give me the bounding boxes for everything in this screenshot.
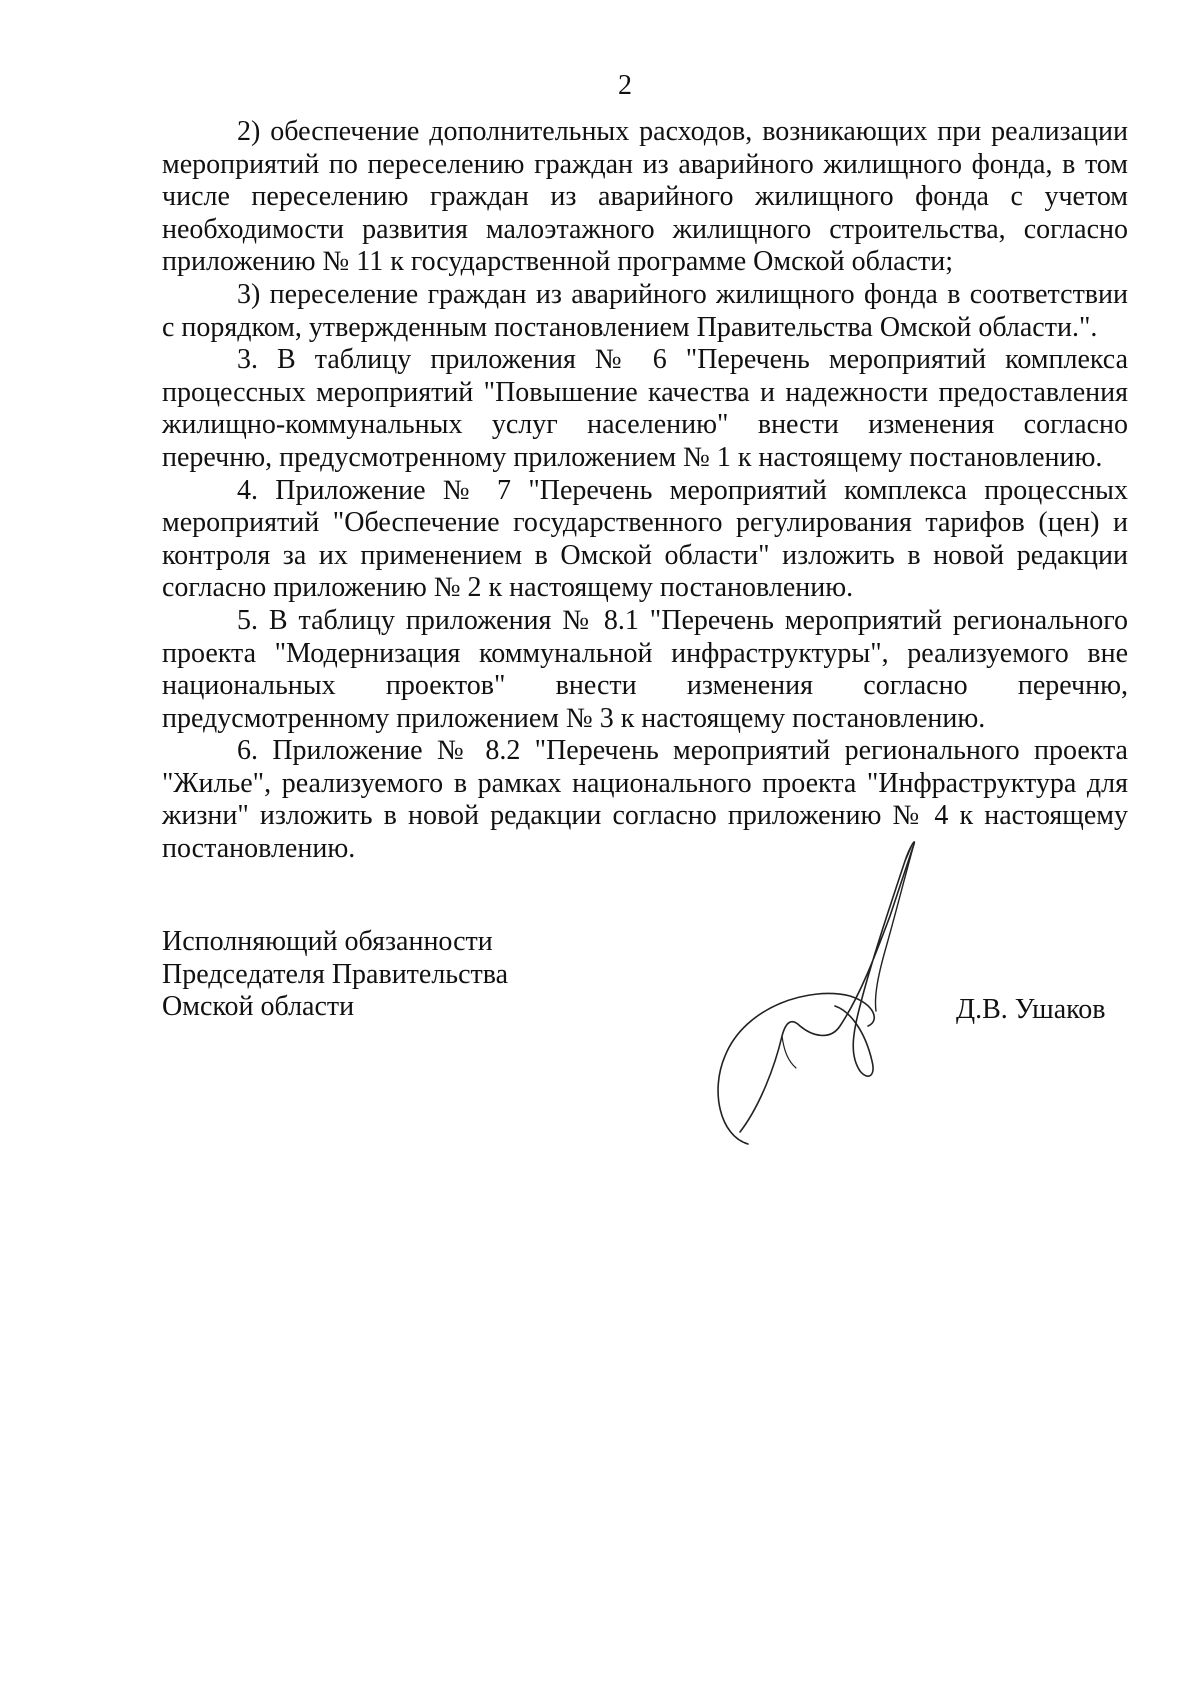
page-number: 2 xyxy=(618,70,632,101)
handwritten-signature xyxy=(700,836,970,1156)
paragraph-point-6: 6. Приложение № 8.2 "Перечень мероприятий регионального проекта "Жилье", реализуемого в рамках национального проекта "Инфраструктура для жизни" изложить в новой редакции согласно приложению № 4 к настоящему постановлению. xyxy=(162,735,1128,865)
signer-name: Д.В. Ушаков xyxy=(956,994,1106,1025)
signatory-title xyxy=(162,926,508,1024)
paragraph-point-4: 4. Приложение № 7 "Перечень мероприятий комплекса процессных мероприятий "Обеспечение государственного регулирования тарифов (цен) и контроля за их применением в Омской области" изложить в новой редакции согласно приложению № 2 к настоящему постановлению. xyxy=(162,474,1128,604)
paragraph-item-2: 2) обеспечение дополнительных расходов, возникающих при реализации мероприятий по переселению граждан из аварийного жилищного фонда, в том числе переселению граждан из аварийного жилищного фонда с учетом необходимости развития малоэтажного жилищного строительства, согласно приложению № 11 к государственной программе Омской области; xyxy=(162,116,1128,278)
signatory-title-line-1: Исполняющий обязанности xyxy=(162,926,493,957)
paragraph-point-3: 3. В таблицу приложения № 6 "Перечень мероприятий комплекса процессных мероприятий "Повышение качества и надежности предоставления жилищно-коммунальных услуг населению" внести изменения согласно перечню, предусмотренному приложением № 1 к настоящему постановлению. xyxy=(162,344,1128,473)
signatory-title-line-2: Председателя Правительства xyxy=(162,958,509,990)
document-body xyxy=(162,116,1128,866)
paragraph-point-5: 5. В таблицу приложения № 8.1 "Перечень мероприятий регионального проекта "Модернизация коммунальной инфраструктуры", реализуемого вне национальных проектов" внести изменения согласно перечню, предусмотренному приложением № 3 к настоящему постановлению. xyxy=(162,604,1128,734)
signatory-title-line-3: Омской области xyxy=(162,991,355,1023)
paragraph-item-3: 3) переселение граждан из аварийного жилищного фонда в соответствии с порядком, утвержденным постановлением Правительства Омской области.". xyxy=(162,278,1128,343)
